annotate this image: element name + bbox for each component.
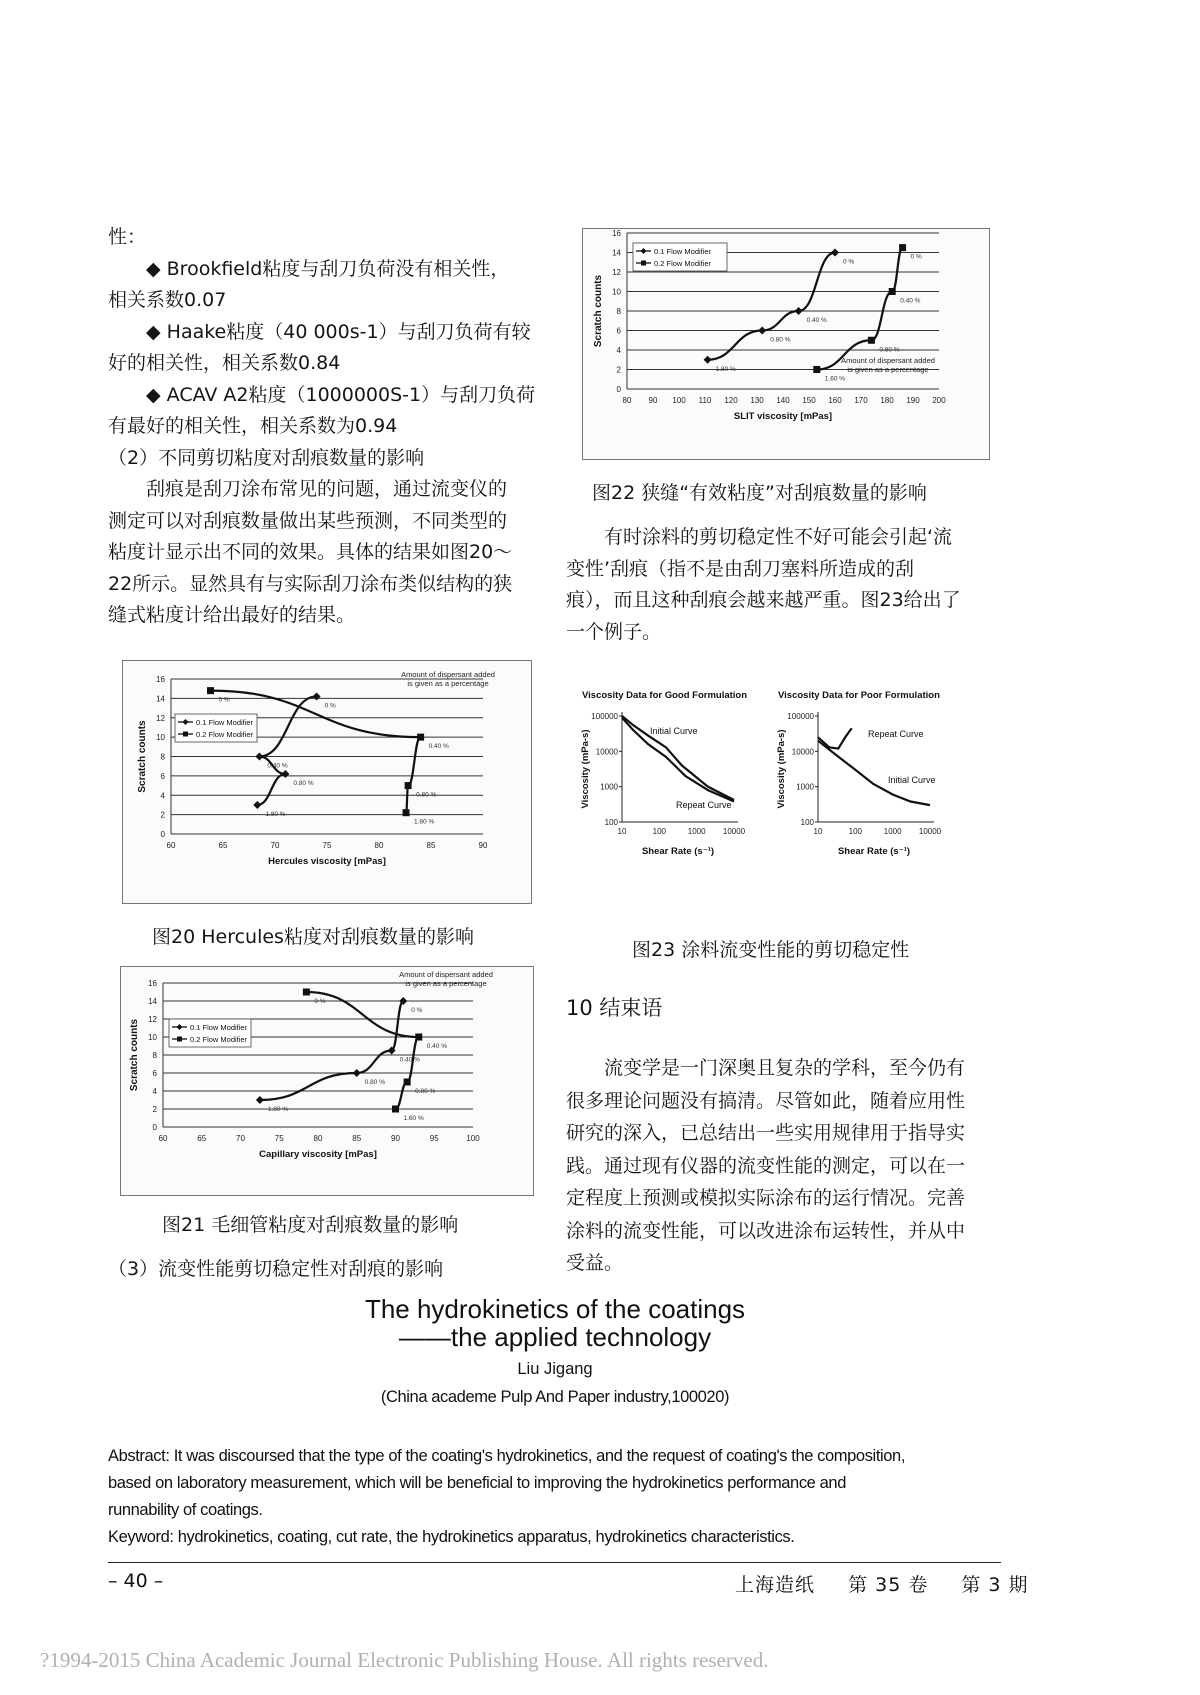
annotation-note: Amount of dispersant added: [841, 356, 935, 365]
figure-23-chart: [578, 686, 992, 922]
x-tick-label: 75: [274, 1134, 284, 1143]
y-tick-label: 14: [612, 248, 621, 258]
data-point-diamond: [704, 356, 712, 364]
y-tick-label: 6: [152, 1069, 157, 1078]
english-affiliation: (China academe Pulp And Paper industry,100020): [380, 1388, 730, 1406]
text-line: 涂料的流变性能，可以改进涂布运转性，并从中: [566, 1219, 966, 1242]
x-axis-label: Hercules viscosity [mPas]: [268, 856, 386, 867]
annotation-note: is given as a percentage: [407, 679, 489, 688]
data-label: 0 %: [910, 253, 922, 261]
x-tick-label: 200: [932, 396, 946, 405]
annotation-note: is given as a percentage: [847, 365, 929, 374]
data-label: 1.60 %: [403, 1115, 424, 1122]
text-line: 流变学是一门深奥且复杂的学科，至今仍有: [604, 1057, 966, 1079]
figure-21-svg: [121, 967, 533, 1195]
figure-20-chart: [122, 660, 532, 904]
left-column-text: [108, 222, 548, 632]
journal-name: 上海造纸: [735, 1574, 816, 1596]
x-tick-label: 85: [426, 841, 436, 850]
x-tick-label: 60: [166, 841, 176, 850]
data-point-square: [404, 1079, 411, 1086]
data-label: 0.80 %: [879, 346, 900, 354]
y-tick-label: 14: [156, 694, 165, 704]
y-tick-label: 100: [604, 818, 618, 827]
english-abstract: [108, 1443, 1008, 1551]
x-tick-label: 100: [672, 396, 686, 405]
x-tick-label: 110: [698, 396, 712, 405]
data-point-diamond: [831, 249, 839, 257]
y-axis-label: Viscosity (mPa-s): [580, 729, 591, 809]
legend-marker-square: [177, 1037, 182, 1042]
data-point-diamond: [353, 1069, 361, 1077]
data-point-square: [868, 337, 875, 344]
x-tick-label: 70: [270, 841, 280, 850]
data-point-diamond: [758, 327, 766, 335]
text-line: 一个例子。: [566, 620, 662, 643]
text-line: 有最好的相关性，相关系数为0.94: [108, 415, 398, 437]
legend-label: 0.2 Flow Modifier: [654, 259, 712, 268]
y-tick-label: 1000: [796, 782, 814, 792]
y-tick-label: 10: [148, 1033, 157, 1042]
data-label: 0.40 %: [428, 743, 449, 751]
y-tick-label: 100: [800, 818, 814, 827]
text-line: 定程度上预测或模拟实际涂布的运行情况。完善: [566, 1187, 966, 1209]
bullet-acav: ◆ ACAV A2粘度（1000000S-1）与刮刀负荷: [146, 383, 536, 406]
y-tick-label: 2: [160, 810, 165, 820]
data-point-square: [889, 288, 896, 295]
text-line: 性：: [108, 226, 147, 248]
x-tick-label: 190: [906, 396, 920, 405]
section-heading-10: 10 结束语: [566, 996, 663, 1020]
y-tick-label: 2: [616, 365, 621, 375]
data-label: 0.40 %: [399, 1056, 420, 1064]
text-line: 痕），而且这种刮痕会越来越严重。图23给出了: [566, 589, 961, 611]
legend-label: 0.1 Flow Modifier: [654, 247, 712, 256]
y-tick-label: 10: [156, 733, 165, 743]
journal-volume: 第 35 卷: [848, 1574, 929, 1596]
abstract-line: based on laboratory measurement, which will be beneficial to improving the hydrokinetics performance and: [108, 1474, 846, 1492]
y-tick-label: 1000: [600, 782, 618, 792]
y-axis-label: Scratch counts: [593, 274, 604, 348]
y-tick-label: 10000: [595, 747, 618, 757]
data-label: 0.80 %: [293, 779, 314, 787]
figure-22-caption: 图22 狭缝“有效粘度”对刮痕数量的影响: [592, 482, 927, 504]
data-label: 0 %: [843, 258, 855, 266]
x-tick-label: 90: [478, 841, 488, 850]
bullet-haake: ◆ Haake粘度（40 000s-1）与刮刀负荷有较: [146, 320, 531, 343]
annotation-initial-curve: Initial Curve: [888, 775, 936, 785]
text-line: 有时涂料的剪切稳定性不好可能会引起‘流: [604, 526, 953, 548]
data-label: 1.80 %: [267, 1106, 289, 1113]
x-tick-label: 170: [854, 396, 868, 405]
y-tick-label: 16: [612, 229, 621, 238]
x-tick-label: 100: [652, 827, 667, 836]
data-point-diamond: [795, 307, 803, 315]
y-tick-label: 16: [148, 979, 157, 988]
data-label: 1.60 %: [824, 375, 846, 383]
x-tick-label: 10: [813, 827, 823, 836]
data-label: 1.80 %: [414, 818, 435, 826]
legend-label: 0.1 Flow Modifier: [190, 1023, 248, 1032]
x-tick-label: 10000: [918, 827, 942, 836]
x-tick-label: 120: [724, 396, 738, 405]
data-label: 0.40 %: [426, 1043, 447, 1050]
bullet-brookfield: ◆ Brookfield粘度与刮刀负荷没有相关性，: [146, 257, 510, 280]
y-tick-label: 12: [612, 268, 621, 277]
x-tick-label: 90: [648, 396, 658, 405]
data-point-square: [417, 734, 424, 741]
y-tick-label: 6: [160, 771, 165, 781]
x-tick-label: 75: [322, 841, 332, 850]
x-tick-label: 130: [750, 396, 764, 405]
data-point-square: [392, 1106, 399, 1113]
data-point-square: [303, 989, 310, 996]
data-point-square: [405, 782, 412, 789]
legend-label: 0.1 Flow Modifier: [196, 718, 254, 727]
x-tick-label: 150: [802, 396, 816, 405]
data-point-diamond: [255, 753, 263, 761]
x-tick-label: 10000: [722, 827, 746, 836]
x-tick-label: 80: [622, 396, 632, 405]
data-label: 0.80 %: [415, 1088, 436, 1095]
y-tick-label: 100000: [591, 712, 618, 721]
y-tick-label: 4: [160, 791, 165, 801]
copyright-notice: ?1994-2015 China Academic Journal Electronic Publishing House. All rights reserved.: [40, 1648, 769, 1672]
right-paragraph-1: [566, 522, 1006, 648]
x-tick-label: 90: [391, 1134, 400, 1143]
data-label: 0 %: [314, 998, 326, 1005]
journal-info: [735, 1570, 1029, 1597]
figure-23-svg: [578, 686, 992, 922]
section-heading-2: （2）不同剪切粘度对刮痕数量的影响: [108, 446, 425, 469]
data-label: 0.40 %: [900, 297, 921, 305]
footer-rule: [108, 1562, 1001, 1563]
page-number: – 40 –: [108, 1570, 164, 1592]
figure-20-svg: [123, 661, 531, 903]
panel-title: Viscosity Data for Poor Formulation: [778, 690, 940, 701]
x-tick-label: 1000: [883, 827, 902, 836]
data-label: 0.40 %: [267, 762, 288, 770]
keywords-line: Keyword: hydrokinetics, coating, cut rate, the hydrokinetics apparatus, hydrokinetics characteristics.: [108, 1528, 795, 1546]
data-label: 1.80 %: [715, 365, 736, 373]
english-author: Liu Jigang: [517, 1360, 593, 1378]
annotation-note: is given as a percentage: [405, 979, 487, 988]
x-tick-label: 65: [218, 841, 228, 850]
text-line: 变性’刮痕（指不是由刮刀塞料所造成的刮: [566, 557, 915, 580]
english-subtitle: ——the applied technology: [398, 1322, 712, 1352]
data-label: 0.80 %: [364, 1079, 385, 1086]
y-tick-label: 12: [156, 713, 165, 723]
text-line: 好的相关性，相关系数0.84: [108, 352, 341, 374]
legend-marker-square: [641, 261, 646, 266]
y-tick-label: 8: [616, 307, 621, 316]
text-line: 测定可以对刮痕数量做出某些预测，不同类型的: [108, 509, 508, 532]
x-axis-label: Capillary viscosity [mPas]: [259, 1149, 377, 1160]
x-tick-label: 160: [828, 396, 842, 405]
y-tick-label: 16: [156, 675, 165, 684]
y-axis-label: Scratch counts: [137, 720, 148, 793]
annotation-note: Amount of dispersant added: [401, 670, 495, 679]
annotation-initial-curve: Initial Curve: [650, 726, 698, 736]
text-line: 刮痕是刮刀涂布常见的问题，通过流变仪的: [146, 478, 508, 500]
y-tick-label: 10: [612, 287, 621, 297]
text-line: 相关系数0.07: [108, 289, 227, 311]
y-tick-label: 0: [160, 830, 165, 839]
y-tick-label: 12: [148, 1015, 157, 1024]
data-label: 1.80 %: [265, 810, 286, 818]
text-line: 研究的深入，已总结出一些实用规律用于指导实: [566, 1122, 966, 1144]
y-tick-label: 100000: [787, 712, 814, 721]
data-point-diamond: [253, 801, 261, 809]
x-tick-label: 60: [158, 1134, 168, 1143]
text-line: 22所示。显然具有与实际刮刀涂布类似结构的狭: [108, 572, 513, 595]
x-tick-label: 70: [236, 1134, 245, 1143]
abstract-line: runnability of coatings.: [108, 1501, 263, 1519]
journal-issue: 第 3 期: [961, 1574, 1029, 1596]
legend-marker-square: [183, 732, 188, 737]
data-label: 0 %: [218, 696, 230, 704]
y-tick-label: 8: [152, 1051, 157, 1060]
data-point-diamond: [313, 692, 321, 700]
y-tick-label: 14: [148, 997, 157, 1006]
text-line: 践。通过现有仪器的流变性能的测定，可以在一: [566, 1154, 966, 1177]
y-tick-label: 0: [616, 385, 621, 394]
panel-title: Viscosity Data for Good Formulation: [582, 690, 748, 701]
y-tick-label: 4: [616, 346, 621, 355]
series-line: [257, 696, 316, 805]
x-tick-label: 80: [374, 841, 384, 850]
figure-22-svg: [583, 229, 989, 459]
text-line: 缝式粘度计给出最好的结果。: [108, 604, 356, 626]
data-point-square: [899, 244, 906, 251]
figure-23-caption: 图23 涂料流变性能的剪切稳定性: [632, 939, 910, 961]
data-label: 0.40 %: [806, 317, 827, 324]
english-title: The hydrokinetics of the coatings: [364, 1294, 746, 1324]
data-point-diamond: [281, 770, 289, 778]
y-tick-label: 10000: [791, 747, 814, 757]
x-tick-label: 65: [197, 1134, 207, 1143]
text-line: 很多理论问题没有搞清。尽管如此，随着应用性: [566, 1089, 966, 1112]
data-label: 0 %: [411, 1007, 423, 1014]
abstract-line: Abstract: It was discoursed that the type of the coating's hydrokinetics, and the request of coating's the composition,: [108, 1447, 906, 1465]
y-tick-label: 8: [160, 752, 165, 762]
annotation-repeat-curve: Repeat Curve: [868, 729, 924, 739]
legend-label: 0.2 Flow Modifier: [190, 1035, 248, 1044]
data-label: 0 %: [324, 702, 336, 710]
data-label: 0.80 %: [770, 336, 791, 344]
data-point-square: [813, 366, 820, 373]
x-tick-label: 180: [880, 396, 894, 405]
x-axis-label: Shear Rate (s⁻¹): [837, 846, 911, 857]
x-tick-label: 10: [617, 827, 627, 836]
x-tick-label: 100: [848, 827, 863, 836]
series-line: [818, 741, 930, 805]
x-tick-label: 95: [429, 1134, 439, 1143]
section-heading-3: （3）流变性能剪切稳定性对刮痕的影响: [108, 1258, 444, 1280]
annotation-repeat-curve: Repeat Curve: [676, 800, 732, 810]
y-axis-label: Scratch counts: [129, 1018, 140, 1092]
y-tick-label: 0: [152, 1123, 157, 1132]
text-line: 粘度计显示出不同的效果。具体的结果如图20～: [108, 541, 513, 563]
data-point-diamond: [256, 1096, 264, 1104]
legend-label: 0.2 Flow Modifier: [196, 730, 254, 739]
data-point-square: [207, 687, 214, 694]
figure-21-caption: 图21 毛细管粘度对刮痕数量的影响: [162, 1214, 459, 1236]
y-tick-label: 4: [152, 1087, 157, 1096]
x-tick-label: 85: [352, 1134, 362, 1143]
figure-20-caption: 图20 Hercules粘度对刮痕数量的影响: [152, 926, 474, 948]
x-axis-label: SLIT viscosity [mPas]: [733, 411, 833, 422]
x-tick-label: 80: [313, 1134, 323, 1143]
figure-21-chart: [120, 966, 534, 1196]
series-line: [211, 691, 421, 813]
x-tick-label: 1000: [687, 827, 706, 836]
right-paragraph-2: [566, 1052, 1006, 1280]
figure-22-chart: [582, 228, 990, 460]
annotation-note: Amount of dispersant added: [399, 970, 493, 979]
data-point-square: [403, 809, 410, 816]
y-tick-label: 2: [152, 1105, 157, 1114]
text-line: 受益。: [566, 1252, 624, 1274]
y-axis-label: Viscosity (mPa-s): [776, 729, 787, 809]
x-tick-label: 100: [466, 1134, 480, 1143]
data-point-square: [415, 1034, 422, 1041]
y-tick-label: 6: [616, 326, 621, 336]
x-tick-label: 140: [776, 396, 790, 405]
data-label: 0.80 %: [416, 791, 437, 799]
x-axis-label: Shear Rate (s⁻¹): [641, 846, 715, 857]
